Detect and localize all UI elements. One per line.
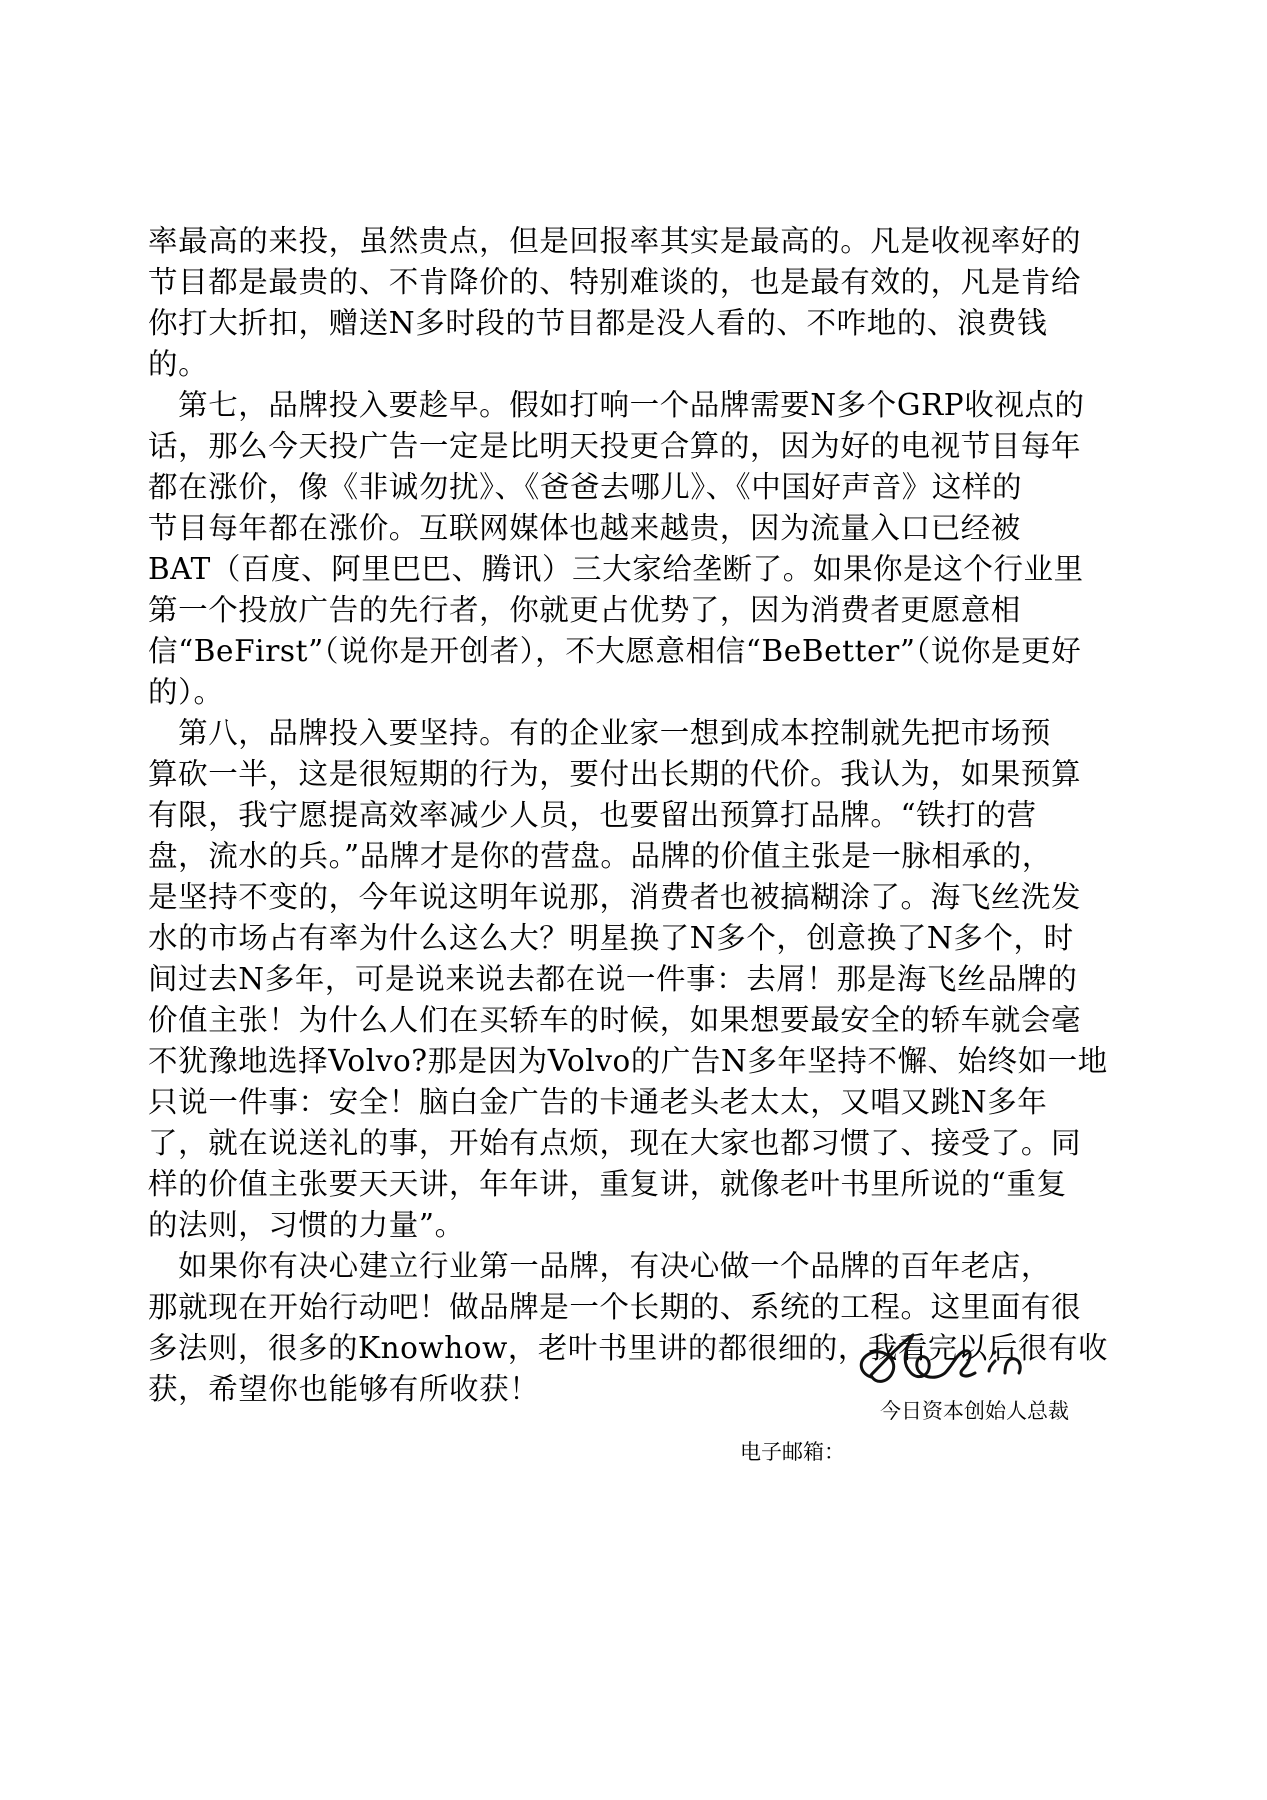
text-line: 话，那么今天投广告一定是比明天投更合算的，因为好的电视节目每年 — [148, 429, 1082, 463]
email-label: 电子邮箱： — [740, 1440, 845, 1464]
text-line: 获，希望你也能够有所收获！ — [148, 1372, 540, 1406]
text-line: 有限，我宁愿提高效率减少人员，也要留出预算打品牌。“铁打的营 — [148, 798, 1037, 832]
text-line: 了，就在说送礼的事，开始有点烦，现在大家也都习惯了、接受了。同 — [148, 1126, 1082, 1160]
text-line: 如果你有决心建立行业第一品牌，有决心做一个品牌的百年老店， — [148, 1249, 1052, 1283]
signatory-title: 今日资本创始人总裁 — [880, 1399, 1069, 1423]
text-line: 你打大折扣，赠送N多时段的节目都是没人看的、不咋地的、浪费钱 — [148, 306, 1048, 340]
text-line: 多法则，很多的Knowhow，老叶书里讲的都很细的，我看完以后很有收 — [148, 1331, 1108, 1365]
text-line: 的）。 — [148, 675, 224, 709]
text-line: 间过去N多年，可是说来说去都在说一件事：去屑！那是海飞丝品牌的 — [148, 962, 1078, 996]
text-line: 那就现在开始行动吧！做品牌是一个长期的、系统的工程。这里面有很 — [148, 1290, 1082, 1324]
text-line: 的。 — [148, 347, 209, 381]
text-line: 盘，流水的兵。”品牌才是你的营盘。品牌的价值主张是一脉相承的， — [148, 839, 1052, 873]
text-line: 信“BeFirst”（说你是开创者），不大愿意相信“BeBetter”（说你是更好 — [148, 634, 1082, 668]
text-line: 是坚持不变的，今年说这明年说那，消费者也被搞糊涂了。海飞丝洗发 — [148, 880, 1082, 914]
text-line: 第七，品牌投入要趁早。假如打响一个品牌需要N多个GRP收视点的 — [148, 388, 1085, 422]
text-line: 节目每年都在涨价。互联网媒体也越来越贵，因为流量入口已经被 — [148, 511, 1021, 545]
text-line: 节目都是最贵的、不肯降价的、特别难谈的，也是最有效的，凡是肯给 — [148, 265, 1082, 299]
text-line: 的法则，习惯的力量”。 — [148, 1208, 465, 1242]
text-line: 水的市场占有率为什么这么大？明星换了N多个，创意换了N多个，时 — [148, 921, 1074, 955]
text-line: 样的价值主张要天天讲，年年讲，重复讲，就像老叶书里所说的“重复 — [148, 1167, 1067, 1201]
handwritten-signature — [853, 1315, 1093, 1405]
text-line: BAT（百度、阿里巴巴、腾讯）三大家给垄断了。如果你是这个行业里 — [148, 552, 1084, 586]
text-line: 都在涨价，像《非诚勿扰》、《爸爸去哪儿》、《中国好声音》这样的 — [148, 470, 1023, 504]
text-line: 只说一件事：安全！脑白金广告的卡通老头老太太，又唱又跳N多年 — [148, 1085, 1048, 1119]
text-line: 价值主张！为什么人们在买轿车的时候，如果想要最安全的轿车就会毫 — [148, 1003, 1082, 1037]
text-line: 第一个投放广告的先行者，你就更占优势了，因为消费者更愿意相 — [148, 593, 1021, 627]
text-line: 不犹豫地选择Volvo?那是因为Volvo的广告N多年坚持不懈、始终如一地 — [148, 1044, 1108, 1078]
text-line: 率最高的来投，虽然贵点，但是回报率其实是最高的。凡是收视率好的 — [148, 224, 1082, 258]
text-line: 算砍一半，这是很短期的行为，要付出长期的代价。我认为，如果预算 — [148, 757, 1082, 791]
text-line: 第八，品牌投入要坚持。有的企业家一想到成本控制就先把市场预 — [148, 716, 1052, 750]
